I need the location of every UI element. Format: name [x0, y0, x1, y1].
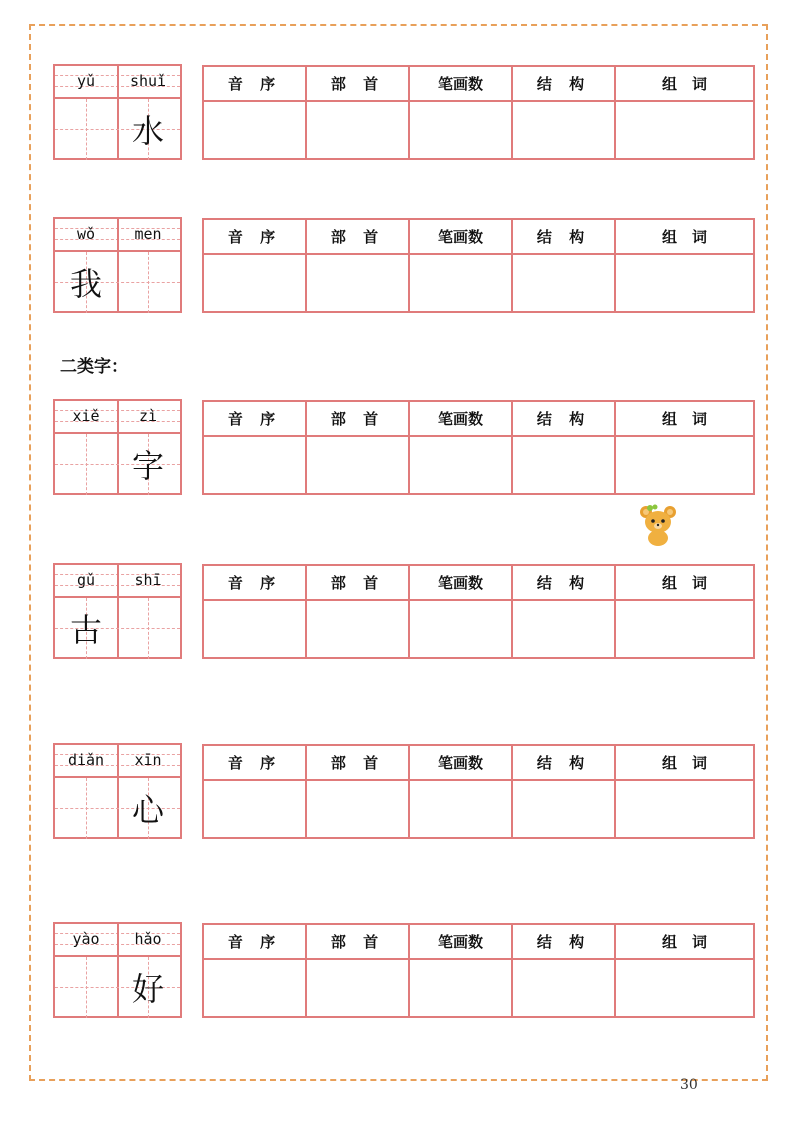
answer-cell-yinxu[interactable]	[203, 780, 306, 838]
pinyin-right: shuǐ	[129, 72, 167, 90]
header-bushou: 部 首	[306, 66, 409, 101]
answer-cell-zuci[interactable]	[615, 959, 754, 1017]
answer-cell-bushou[interactable]	[306, 254, 409, 312]
header-bihuashu: 笔画数	[409, 219, 512, 254]
pinyin-right: men	[134, 225, 162, 243]
pinyin-left: yǔ	[76, 72, 96, 90]
answer-cell-bushou[interactable]	[306, 600, 409, 658]
header-bihuashu: 笔画数	[409, 924, 512, 959]
analysis-table	[202, 65, 755, 160]
pinyin-left: diǎn	[67, 751, 105, 769]
header-bihuashu: 笔画数	[409, 401, 512, 436]
answer-cell-bihuashu[interactable]	[409, 959, 512, 1017]
section-title: 二类字：	[60, 357, 128, 377]
character-entry-1	[0, 64, 793, 164]
pinyin-right: zì	[138, 407, 158, 425]
tianzige-grid	[53, 743, 182, 839]
character-entry-6	[0, 922, 793, 1022]
analysis-table	[202, 218, 755, 313]
answer-cell-bushou[interactable]	[306, 436, 409, 494]
answer-cell-zuci[interactable]	[615, 780, 754, 838]
header-zuci: 组 词	[615, 66, 754, 101]
header-jiegou: 结 构	[512, 66, 615, 101]
header-yinxu: 音 序	[203, 924, 306, 959]
answer-cell-zuci[interactable]	[615, 436, 754, 494]
header-bushou: 部 首	[306, 219, 409, 254]
answer-cell-bushou[interactable]	[306, 780, 409, 838]
pinyin-left: yào	[72, 930, 100, 948]
analysis-table	[202, 564, 755, 659]
answer-cell-jiegou[interactable]	[512, 959, 615, 1017]
analysis-table	[202, 923, 755, 1018]
header-zuci: 组 词	[615, 565, 754, 600]
header-yinxu: 音 序	[203, 745, 306, 780]
tianzige-grid	[53, 399, 182, 495]
pinyin-right: xīn	[134, 751, 162, 769]
answer-cell-bihuashu[interactable]	[409, 101, 512, 159]
header-bushou: 部 首	[306, 745, 409, 780]
answer-cell-yinxu[interactable]	[203, 254, 306, 312]
answer-cell-bushou[interactable]	[306, 959, 409, 1017]
answer-cell-jiegou[interactable]	[512, 600, 615, 658]
pinyin-left: wǒ	[76, 225, 96, 243]
answer-cell-yinxu[interactable]	[203, 600, 306, 658]
answer-cell-jiegou[interactable]	[512, 101, 615, 159]
hanzi-character: 好	[131, 970, 164, 1008]
answer-cell-yinxu[interactable]	[203, 959, 306, 1017]
answer-cell-jiegou[interactable]	[512, 254, 615, 312]
character-entry-5	[0, 743, 793, 843]
character-entry-2	[0, 217, 793, 317]
analysis-table	[202, 744, 755, 839]
answer-cell-bihuashu[interactable]	[409, 254, 512, 312]
header-zuci: 组 词	[615, 219, 754, 254]
header-bihuashu: 笔画数	[409, 565, 512, 600]
header-bushou: 部 首	[306, 565, 409, 600]
page-number: 30	[680, 1077, 698, 1093]
answer-cell-bihuashu[interactable]	[409, 780, 512, 838]
header-yinxu: 音 序	[203, 66, 306, 101]
answer-cell-jiegou[interactable]	[512, 780, 615, 838]
header-bushou: 部 首	[306, 401, 409, 436]
hanzi-character: 水	[131, 112, 164, 150]
hanzi-character: 心	[131, 791, 164, 829]
header-yinxu: 音 序	[203, 565, 306, 600]
pinyin-left: xiě	[72, 407, 100, 425]
answer-cell-zuci[interactable]	[615, 254, 754, 312]
hanzi-character: 古	[69, 611, 102, 649]
answer-cell-zuci[interactable]	[615, 101, 754, 159]
header-bihuashu: 笔画数	[409, 66, 512, 101]
answer-cell-zuci[interactable]	[615, 600, 754, 658]
answer-cell-yinxu[interactable]	[203, 101, 306, 159]
header-jiegou: 结 构	[512, 565, 615, 600]
header-yinxu: 音 序	[203, 401, 306, 436]
pinyin-right: hǎo	[134, 930, 162, 948]
header-bushou: 部 首	[306, 924, 409, 959]
answer-cell-yinxu[interactable]	[203, 436, 306, 494]
answer-cell-bushou[interactable]	[306, 101, 409, 159]
header-zuci: 组 词	[615, 924, 754, 959]
header-jiegou: 结 构	[512, 401, 615, 436]
header-jiegou: 结 构	[512, 924, 615, 959]
character-entry-4	[0, 563, 793, 663]
header-jiegou: 结 构	[512, 745, 615, 780]
tianzige-grid	[53, 563, 182, 659]
header-jiegou: 结 构	[512, 219, 615, 254]
hanzi-character: 我	[69, 265, 102, 303]
tianzige-grid	[53, 217, 182, 313]
pinyin-right: shī	[134, 571, 162, 589]
character-entry-3	[0, 399, 793, 499]
answer-cell-bihuashu[interactable]	[409, 436, 512, 494]
tianzige-grid	[53, 64, 182, 160]
header-bihuashu: 笔画数	[409, 745, 512, 780]
hanzi-character: 字	[131, 447, 164, 485]
tianzige-grid	[53, 922, 182, 1018]
header-yinxu: 音 序	[203, 219, 306, 254]
pinyin-left: gǔ	[76, 571, 96, 589]
header-zuci: 组 词	[615, 401, 754, 436]
bear-sticker-icon	[636, 503, 680, 547]
answer-cell-bihuashu[interactable]	[409, 600, 512, 658]
analysis-table	[202, 400, 755, 495]
answer-cell-jiegou[interactable]	[512, 436, 615, 494]
header-zuci: 组 词	[615, 745, 754, 780]
